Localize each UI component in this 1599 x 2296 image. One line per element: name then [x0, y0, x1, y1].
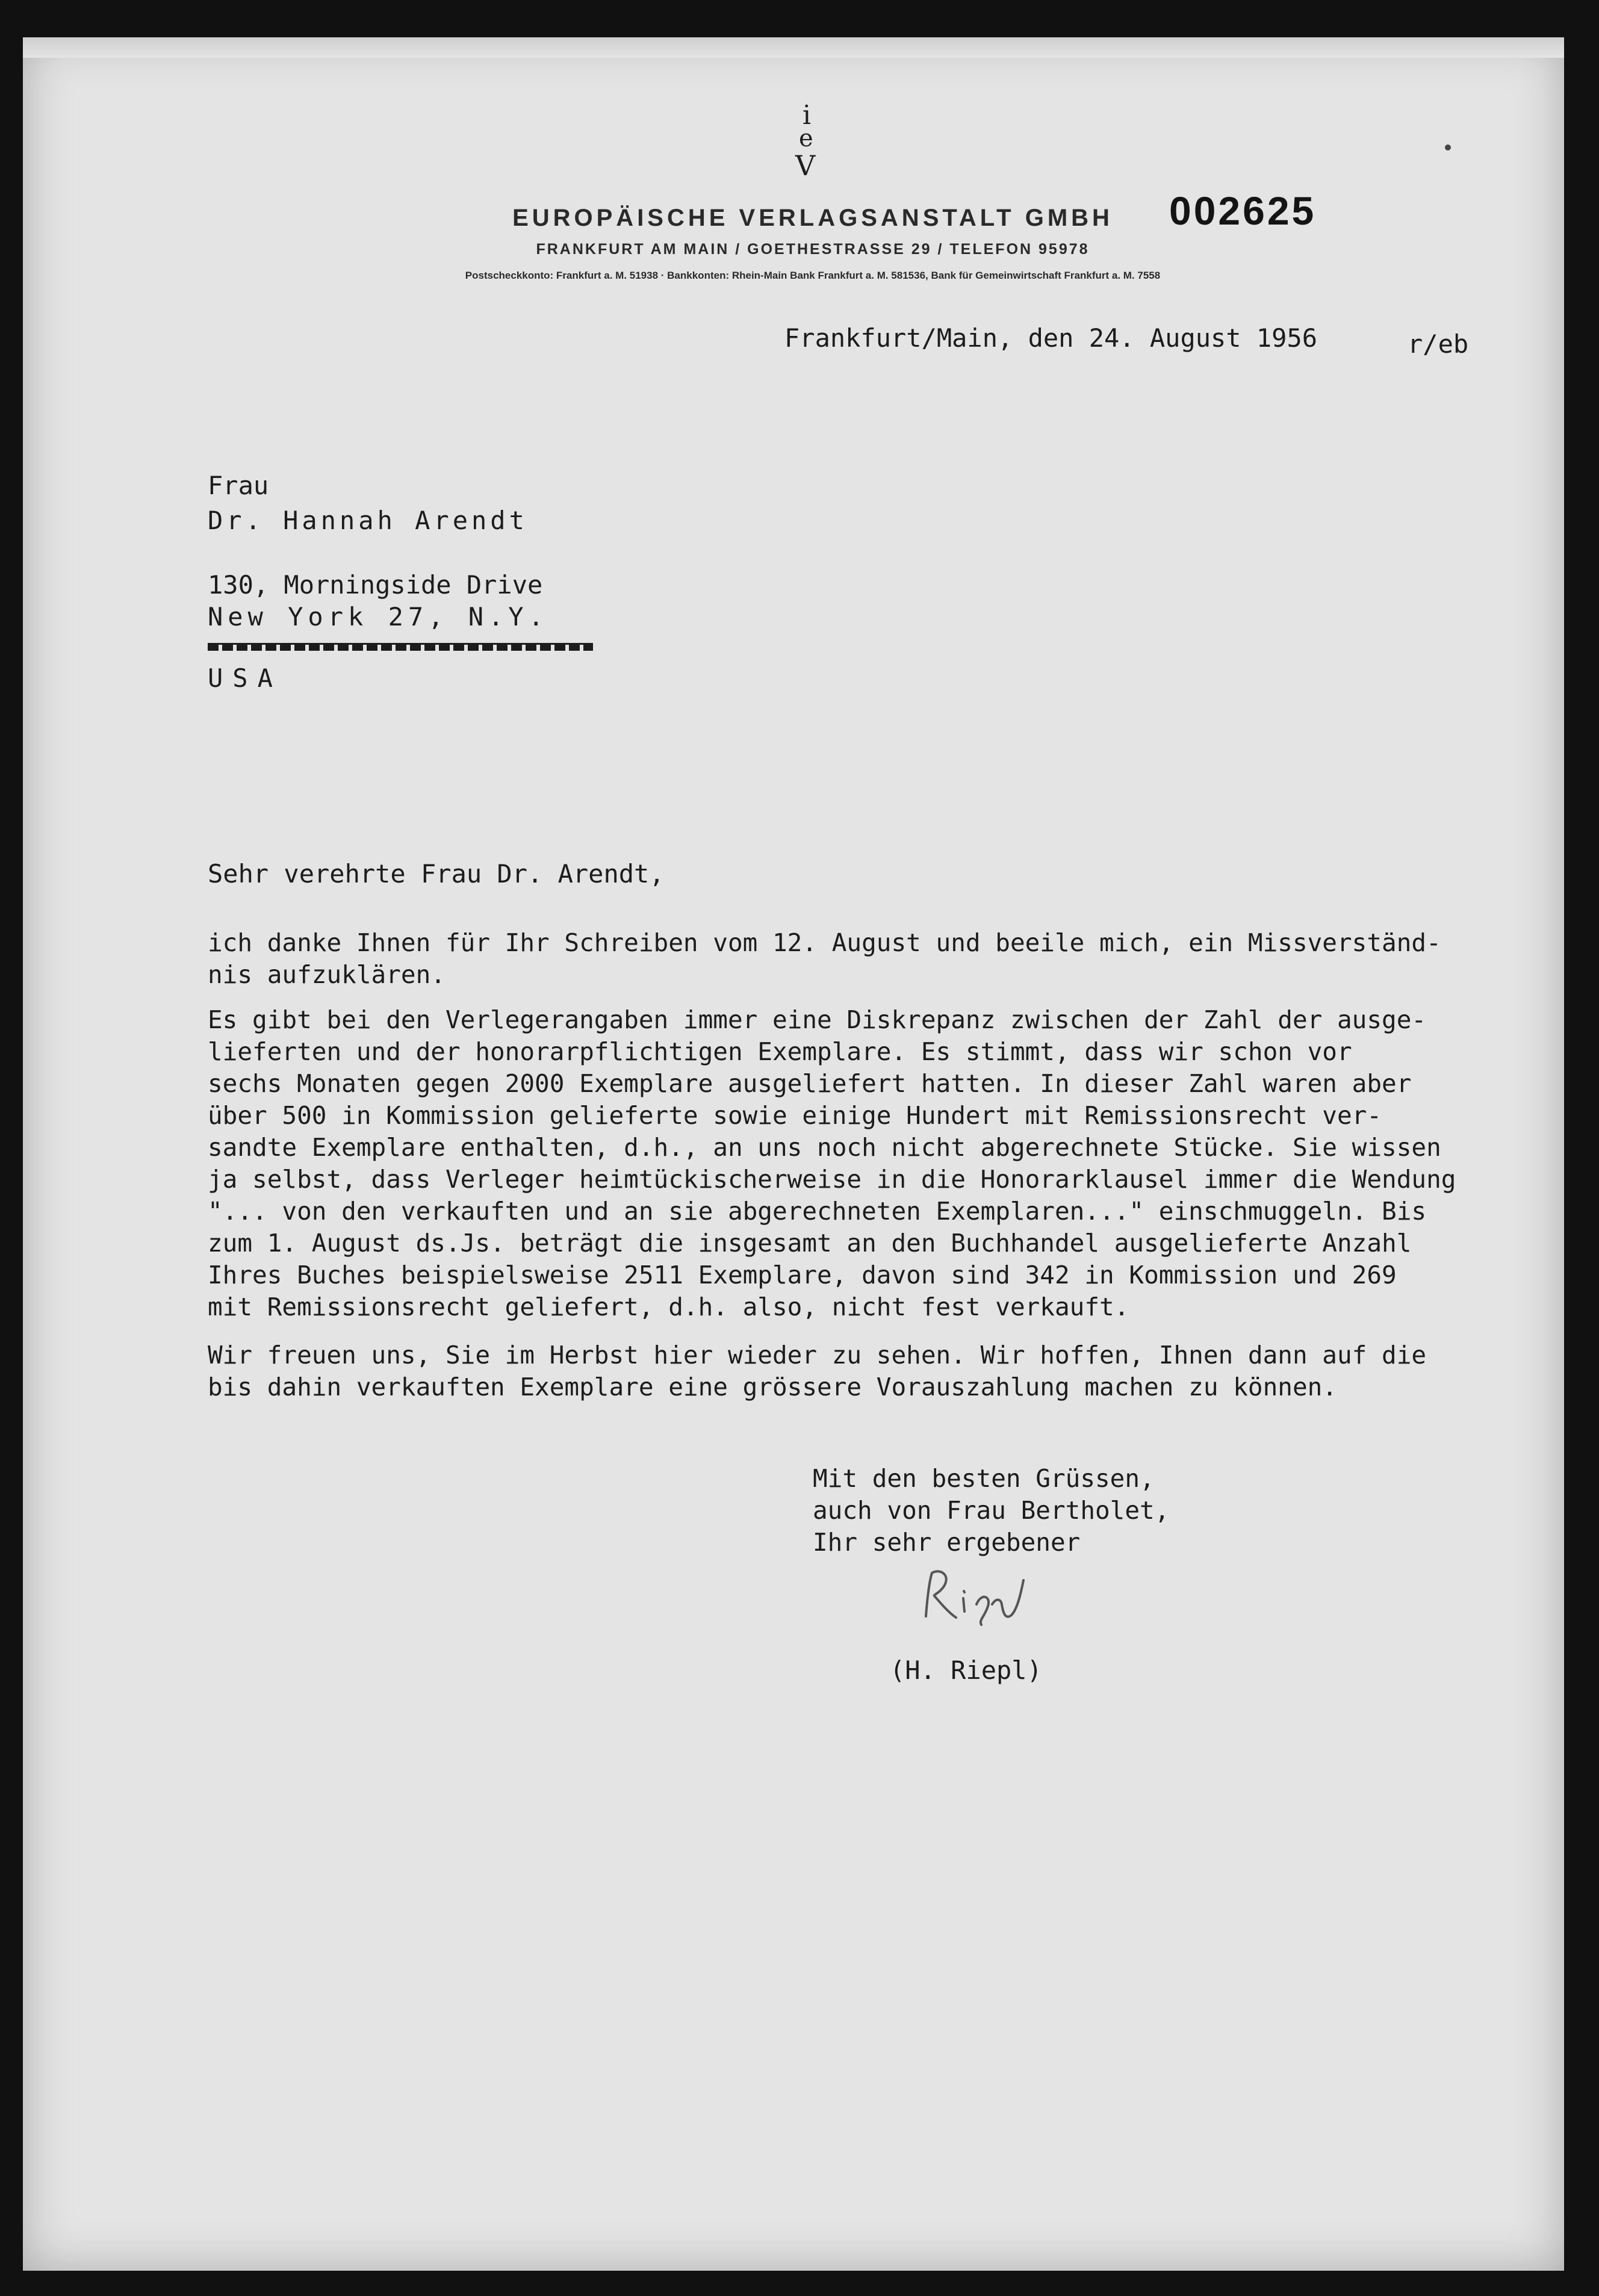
- text-line: zum 1. August ds.Js. beträgt die insgesamt an den Buchhandel ausgelieferte Anzahl: [208, 1229, 1412, 1258]
- body-paragraph: [208, 1004, 1544, 1323]
- company-name: EUROPÄISCHE VERLAGSANSTALT GMBH: [512, 205, 1113, 231]
- text-line: "... von den verkauften und an sie abgerechneten Exemplaren..." einschmuggeln. Bis: [208, 1197, 1427, 1226]
- text-line: über 500 in Kommission gelieferte sowie einige Hundert mit Remissionsrecht ver-: [208, 1101, 1382, 1130]
- closing-line: Mit den besten Grüssen,: [813, 1464, 1155, 1493]
- paper-fold-shadow: [23, 37, 1564, 58]
- bank-details: Postscheckkonto: Frankfurt a. M. 51938 · Bankkonten: Rhein-Main Bank Frankfurt a. M. 581536, Bank für Gemeinwirtschaft Frankfurt a. M. 7558: [465, 270, 1161, 281]
- text-line: lieferten und der honorarpflichtigen Exemplare. Es stimmt, dass wir schon vor: [208, 1037, 1352, 1066]
- text-line: Ihres Buches beispielsweise 2511 Exemplare, davon sind 342 in Kommission und 269: [208, 1261, 1397, 1289]
- body-paragraph: [208, 927, 1544, 991]
- text-line: sandte Exemplare enthalten, d.h., an uns noch nicht abgerechnete Stücke. Sie wissen: [208, 1133, 1441, 1162]
- address-underline: [208, 643, 593, 651]
- logo-letter: e: [799, 125, 813, 152]
- text-line: sechs Monaten gegen 2000 Exemplare ausgeliefert hatten. In dieser Zahl waren aber: [208, 1069, 1412, 1098]
- text-line: mit Remissionsrecht geliefert, d.h. also, nicht fest verkauft.: [208, 1292, 1129, 1321]
- document-number-stamp: 002625: [1169, 188, 1317, 233]
- publisher-logo: [789, 102, 825, 184]
- recipient-name: Dr. Hannah Arendt: [208, 506, 528, 535]
- closing-line: auch von Frau Bertholet,: [813, 1496, 1170, 1525]
- closing-block: [813, 1463, 1415, 1559]
- letter-greeting: Sehr verehrte Frau Dr. Arendt,: [208, 859, 665, 889]
- text-line: ich danke Ihnen für Ihr Schreiben vom 12. August und beeile mich, ein Missverständ-: [208, 928, 1441, 957]
- text-line: bis dahin verkauften Exemplare eine grössere Vorauszahlung machen zu können.: [208, 1373, 1337, 1401]
- logo-letter: i: [803, 100, 812, 131]
- recipient-title: Frau: [208, 471, 269, 500]
- recipient-country: USA: [208, 663, 282, 693]
- recipient-street: 130, Morningside Drive: [208, 570, 543, 600]
- text-line: nis aufzuklären.: [208, 960, 446, 989]
- reference-initials: r/eb: [1408, 329, 1469, 359]
- recipient-city: New York 27, N.Y.: [208, 602, 548, 631]
- logo-letter: V: [795, 149, 816, 182]
- place-date: Frankfurt/Main, den 24. August 1956: [784, 323, 1318, 353]
- closing-line: Ihr sehr ergebener: [813, 1528, 1081, 1557]
- typed-signature-name: (H. Riepl): [890, 1655, 1042, 1685]
- text-line: ja selbst, dass Verleger heimtückischerweise in die Honorarklausel immer die Wendung: [208, 1165, 1456, 1194]
- body-paragraph: [208, 1339, 1544, 1403]
- text-line: Wir freuen uns, Sie im Herbst hier wieder zu sehen. Wir hoffen, Ihnen dann auf die: [208, 1341, 1427, 1370]
- paper-mark: [1445, 144, 1451, 150]
- text-line: Es gibt bei den Verlegerangaben immer eine Diskrepanz zwischen der Zahl der ausge-: [208, 1005, 1427, 1034]
- company-address: FRANKFURT AM MAIN / GOETHESTRASSE 29 / TELEFON 95978: [536, 241, 1090, 258]
- handwritten-signature: [921, 1562, 1029, 1628]
